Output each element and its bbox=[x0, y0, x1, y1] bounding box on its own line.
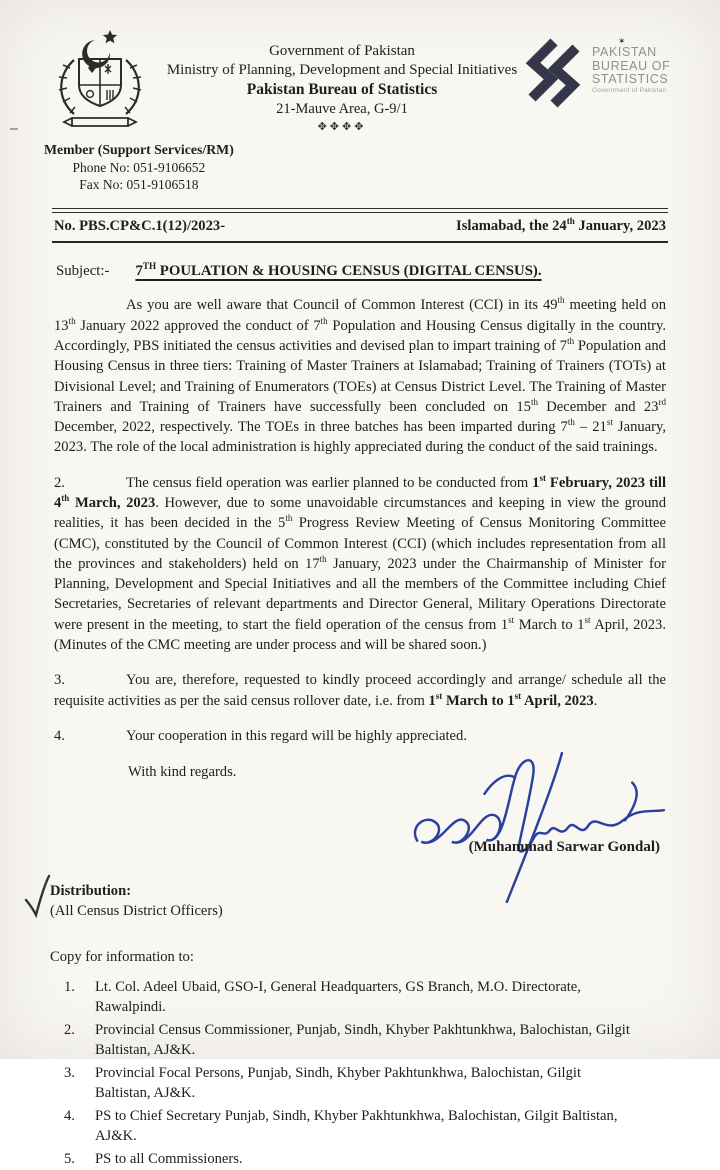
address-line: 21-Mauve Area, G-9/1 bbox=[276, 101, 408, 118]
reference-row bbox=[54, 218, 666, 235]
sender-phone: Phone No: 051-9106652 bbox=[72, 159, 206, 175]
ministry-line: Ministry of Planning, Development and Special Initiatives bbox=[166, 62, 518, 79]
subject-row bbox=[56, 263, 666, 280]
list-item-text: PS to all Commissioners. bbox=[95, 1151, 243, 1168]
pbs-logo-text bbox=[592, 36, 670, 95]
signature-area bbox=[54, 781, 666, 839]
paragraph-text: The census field operation was earlier planned to be conducted from 1st February, 2023 till 4th March, 2023. However, due to some unavoidable circumstances and keeping in view the ground realities, it has been decided in the 5th Progress Review Meeting of Census Monitoring Committee (CMC), constituted by the Council of Common Interest (CCI) (which includes representation from all the provinces and stakeholders) held on 17th January, 2023 under the Chairmanship of Minister for Planning, Development and Special Initiatives and all the members of the Committee including Chief Secretaries, Secretaries of relevant departments and Director General, Military Operations Directorate were present in the meeting, to start the field operation of the census from 1st March to 1st April, 2023. (Minutes of the CMC meeting are under process and will be shared soon.) bbox=[54, 472, 667, 653]
paragraph-number: 2. bbox=[54, 474, 65, 491]
list-item-text: Provincial Census Commissioner, Punjab, Sindh, Khyber Pakhtunkhwa, Balochistan, Gilgit Baltistan, AJ&K. bbox=[95, 1022, 630, 1059]
list-item bbox=[64, 1107, 636, 1147]
list-item-number: 1. bbox=[64, 979, 75, 996]
copy-for-information-heading: Copy for information to: bbox=[50, 949, 194, 966]
logo-line-2: BUREAU OF bbox=[592, 58, 671, 73]
pakistan-state-emblem-icon bbox=[40, 26, 160, 137]
letterhead bbox=[0, 0, 720, 137]
sender-title: Member (Support Services/RM) bbox=[44, 142, 234, 157]
list-item bbox=[64, 1150, 636, 1170]
paragraph-1 bbox=[54, 295, 666, 457]
logo-line-1: PAKISTAN bbox=[592, 45, 657, 60]
double-rule bbox=[52, 208, 668, 213]
list-item bbox=[64, 1021, 636, 1061]
sender-block bbox=[44, 141, 234, 194]
thick-rule bbox=[52, 241, 668, 243]
logo-star-icon: ✶ bbox=[618, 36, 626, 46]
list-item-number: 5. bbox=[64, 1151, 75, 1168]
sender-fax: Fax No: 051-9106518 bbox=[79, 177, 199, 193]
paragraph-2 bbox=[54, 473, 666, 656]
reference-number: No. PBS.CP&C.1(12)/2023- bbox=[54, 218, 226, 235]
paragraph-text: You are, therefore, requested to kindly proceed accordingly and arrange/ schedule all the requisite activities as per the said census rollover date, i.e. from 1st March to 1st April, 2023. bbox=[54, 672, 666, 709]
list-item-text: Provincial Focal Persons, Punjab, Sindh, Khyber Pakhtunkhwa, Balochistan, Gilgit Baltistan, AJ&K. bbox=[95, 1065, 582, 1102]
list-item-number: 4. bbox=[64, 1108, 75, 1125]
list-item-text: PS to Chief Secretary Punjab, Sindh, Khyber Pakhtunkhwa, Balochistan, Gilgit Baltistan, AJ&K. bbox=[95, 1108, 618, 1145]
paragraph-text: Your cooperation in this regard will be highly appreciated. bbox=[126, 727, 467, 744]
place-and-date: Islamabad, the 24th January, 2023 bbox=[456, 216, 666, 235]
handwritten-checkmark bbox=[24, 874, 50, 918]
subject-text: 7TH POULATION & HOUSING CENSUS (DIGITAL CENSUS). bbox=[135, 261, 542, 280]
letterhead-titles bbox=[160, 24, 524, 134]
pbs-logo bbox=[524, 24, 702, 110]
paragraph-number: 3. bbox=[54, 672, 65, 689]
distribution-heading: Distribution: bbox=[50, 883, 132, 900]
list-item bbox=[64, 978, 636, 1018]
distribution-subheading: (All Census District Officers) bbox=[50, 902, 223, 919]
list-item-number: 3. bbox=[64, 1065, 75, 1082]
list-item-text: Lt. Col. Adeel Ubaid, GSO-I, General Headquarters, GS Branch, M.O. Directorate, Rawalpindi. bbox=[95, 979, 581, 1016]
distribution-block bbox=[50, 882, 666, 921]
ornament-crosses: ✥✥✥✥ bbox=[317, 120, 367, 133]
logo-tagline: Government of Pakistan bbox=[592, 86, 667, 94]
scan-artifact bbox=[10, 128, 18, 130]
paragraph-3 bbox=[54, 670, 666, 711]
subject-label: Subject:- bbox=[56, 263, 110, 280]
government-line: Government of Pakistan bbox=[269, 43, 415, 59]
pbs-chevron-icon bbox=[524, 36, 586, 110]
signatory-name: (Muhammad Sarwar Gondal) bbox=[468, 839, 660, 856]
logo-line-3: STATISTICS bbox=[592, 71, 669, 86]
paragraph-text: As you are well aware that Council of Common Interest (CCI) in its 49th meeting held on 13th January 2022 approved the conduct of 7th Population and Housing Census digitally in the country. Accordingly, PBS initiated the census activities and devised plan to impart training of 7th Population and Housing Census in three tiers: Training of Master Trainers at Islamabad; Training of Trainers (TOTs) at Divisional Level; and Training of Enumerators (TOEs) at Census District Level. The Training of Master Trainers and Training of Trainers have successfully been concluded on 15th December and 23rd December, 2022, respectively. The TOEs in three batches has been imparted during 7th – 21st January, 2023. The role of the local administration is highly appreciated during the conduct of the said trainings. bbox=[54, 295, 667, 456]
list-item bbox=[64, 1064, 636, 1104]
bureau-line: Pakistan Bureau of Statistics bbox=[246, 81, 438, 99]
paragraph-number: 4. bbox=[54, 727, 65, 744]
closing-line: With kind regards. bbox=[128, 764, 237, 781]
copy-list bbox=[64, 978, 636, 1170]
list-item-number: 2. bbox=[64, 1022, 75, 1039]
